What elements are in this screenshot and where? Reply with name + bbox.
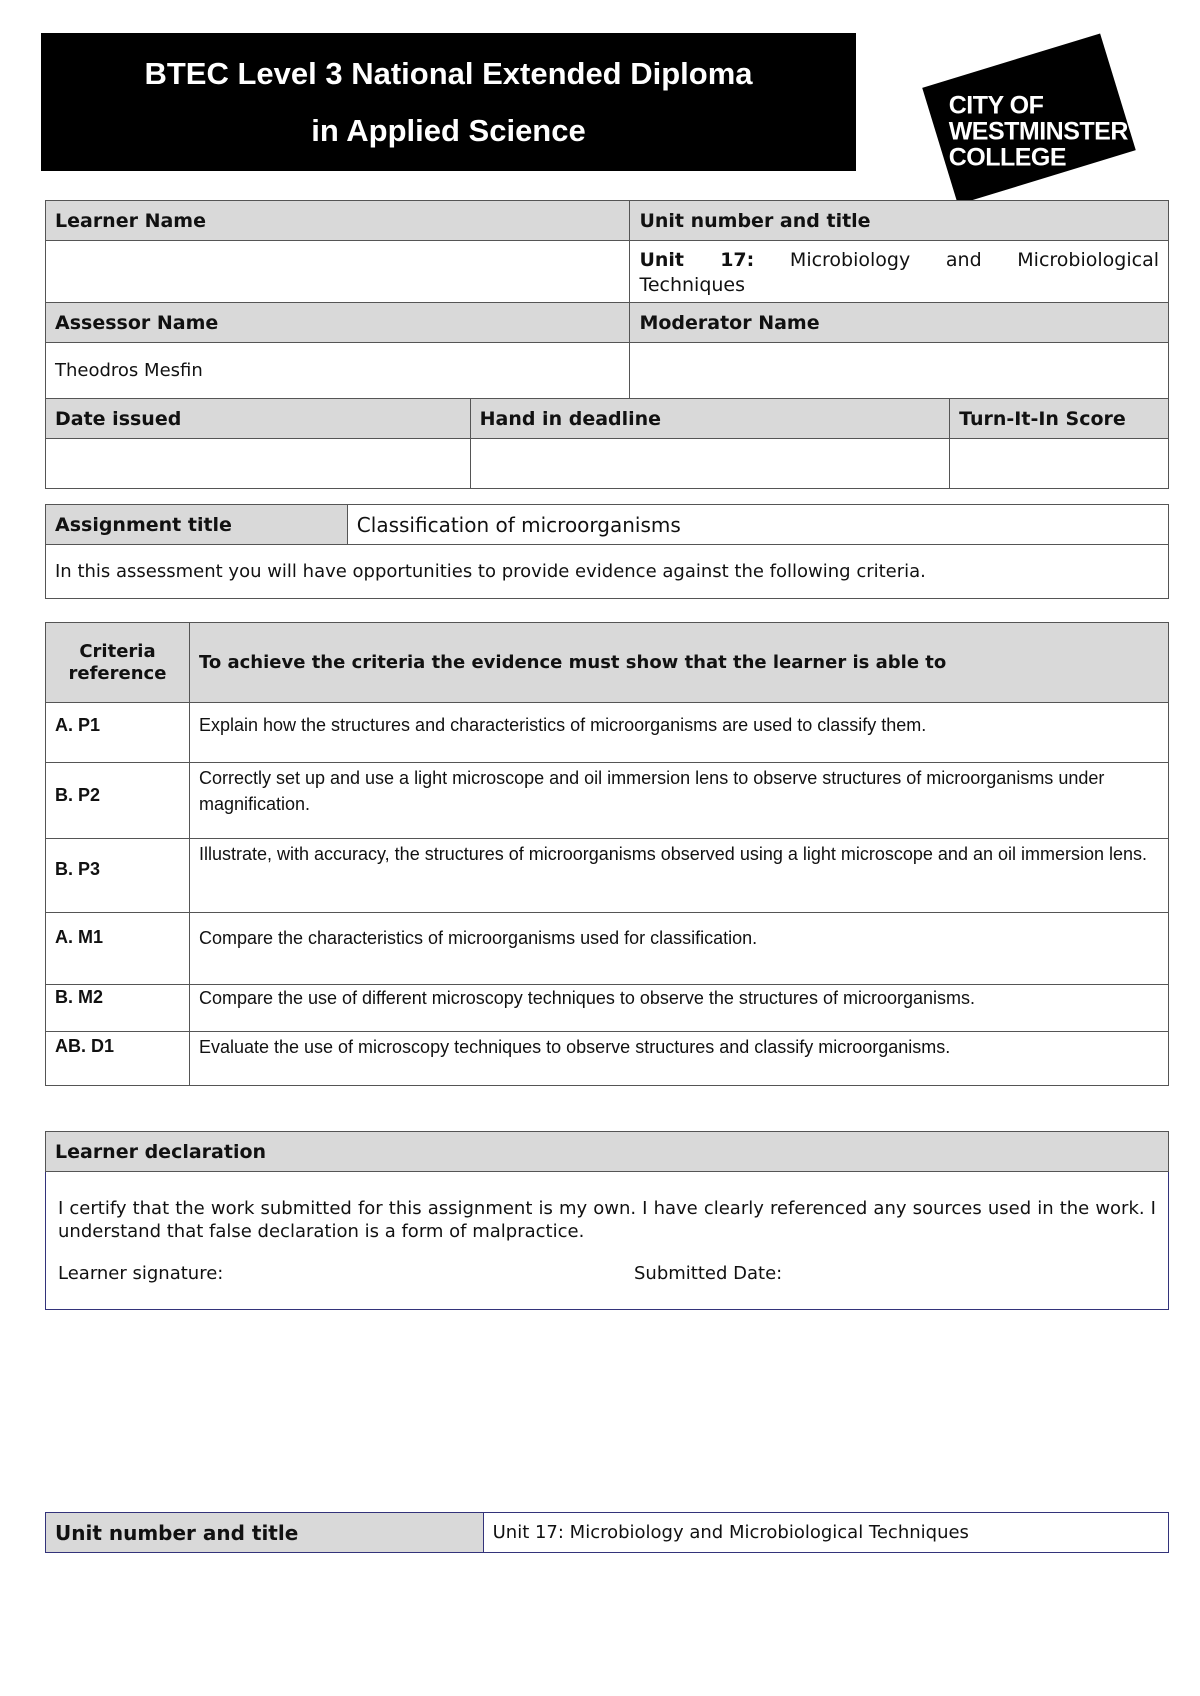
date-issued-label: Date issued bbox=[46, 399, 471, 439]
date-issued-field[interactable] bbox=[46, 439, 471, 489]
declaration-heading: Learner declaration bbox=[46, 1132, 1169, 1172]
criteria-desc-header: To achieve the criteria the evidence must show that the learner is able to bbox=[189, 623, 1168, 703]
learner-info-table bbox=[45, 200, 1169, 489]
logo-line-1: CITY OF bbox=[948, 91, 1044, 120]
learner-name-field[interactable] bbox=[46, 241, 630, 303]
criteria-desc: Compare the use of different microscopy techniques to observe the structures of microorganisms. bbox=[189, 985, 1168, 1032]
criteria-ref: A. M1 bbox=[46, 913, 190, 985]
unit-number: Unit 17: bbox=[639, 248, 755, 271]
criteria-row bbox=[46, 985, 1169, 1032]
unit-footer-table bbox=[45, 1512, 1169, 1553]
unit-value bbox=[630, 241, 1169, 303]
footer-unit-label: Unit number and title bbox=[46, 1513, 484, 1553]
unit-title-part2: Techniques bbox=[639, 273, 746, 296]
moderator-field[interactable] bbox=[630, 343, 1169, 399]
criteria-desc: Evaluate the use of microscopy techniques to observe structures and classify microorganisms. bbox=[189, 1032, 1168, 1086]
submitted-date-label: Submitted Date: bbox=[634, 1262, 783, 1284]
learner-name-label: Learner Name bbox=[46, 201, 630, 241]
criteria-ref: AB. D1 bbox=[46, 1032, 190, 1086]
criteria-row bbox=[46, 839, 1169, 913]
criteria-ref: B. P3 bbox=[46, 839, 190, 913]
course-banner bbox=[41, 33, 856, 171]
assignment-intro: In this assessment you will have opportunities to provide evidence against the following criteria. bbox=[46, 545, 1169, 599]
declaration-body bbox=[46, 1172, 1169, 1310]
assessor-label: Assessor Name bbox=[46, 303, 630, 343]
criteria-ref: B. M2 bbox=[46, 985, 190, 1032]
banner-line-2: in Applied Science bbox=[311, 113, 586, 148]
criteria-ref-header: Criteria reference bbox=[46, 623, 190, 703]
logo-line-2: WESTMINSTER bbox=[948, 117, 1128, 146]
criteria-row bbox=[46, 703, 1169, 763]
college-logo bbox=[922, 33, 1136, 204]
criteria-row bbox=[46, 913, 1169, 985]
deadline-label: Hand in deadline bbox=[470, 399, 950, 439]
footer-unit-value: Unit 17: Microbiology and Microbiological Techniques bbox=[483, 1513, 1168, 1553]
turnitin-label: Turn-It-In Score bbox=[950, 399, 1169, 439]
learner-declaration-table bbox=[45, 1131, 1169, 1310]
signature-label: Learner signature: bbox=[58, 1262, 224, 1284]
criteria-desc: Illustrate, with accuracy, the structures of microorganisms observed using a light microscope and an oil immersion lens. bbox=[189, 839, 1168, 913]
criteria-ref: B. P2 bbox=[46, 763, 190, 839]
banner-line-1: BTEC Level 3 National Extended Diploma bbox=[144, 56, 753, 91]
deadline-field[interactable] bbox=[470, 439, 950, 489]
criteria-desc: Correctly set up and use a light microscope and oil immersion lens to observe structures of microorganisms under magnification. bbox=[189, 763, 1168, 839]
criteria-row bbox=[46, 763, 1169, 839]
turnitin-field[interactable] bbox=[950, 439, 1169, 489]
moderator-label: Moderator Name bbox=[630, 303, 1169, 343]
logo-line-3: COLLEGE bbox=[948, 143, 1067, 172]
assignment-title-value: Classification of microorganisms bbox=[347, 505, 1168, 545]
unit-label: Unit number and title bbox=[630, 201, 1169, 241]
criteria-desc: Compare the characteristics of microorganisms used for classification. bbox=[189, 913, 1168, 985]
criteria-table bbox=[45, 622, 1169, 1086]
unit-title-part1: Microbiology and Microbiological bbox=[789, 248, 1159, 271]
assignment-table bbox=[45, 504, 1169, 599]
declaration-text: I certify that the work submitted for this assignment is my own. I have clearly referenced any sources used in the work. I understand that false declaration is a form of malpractice. bbox=[58, 1197, 1156, 1242]
assessor-value: Theodros Mesfin bbox=[46, 343, 630, 399]
criteria-desc: Explain how the structures and characteristics of microorganisms are used to classify them. bbox=[189, 703, 1168, 763]
criteria-row bbox=[46, 1032, 1169, 1086]
criteria-ref: A. P1 bbox=[46, 703, 190, 763]
assignment-title-label: Assignment title bbox=[46, 505, 348, 545]
